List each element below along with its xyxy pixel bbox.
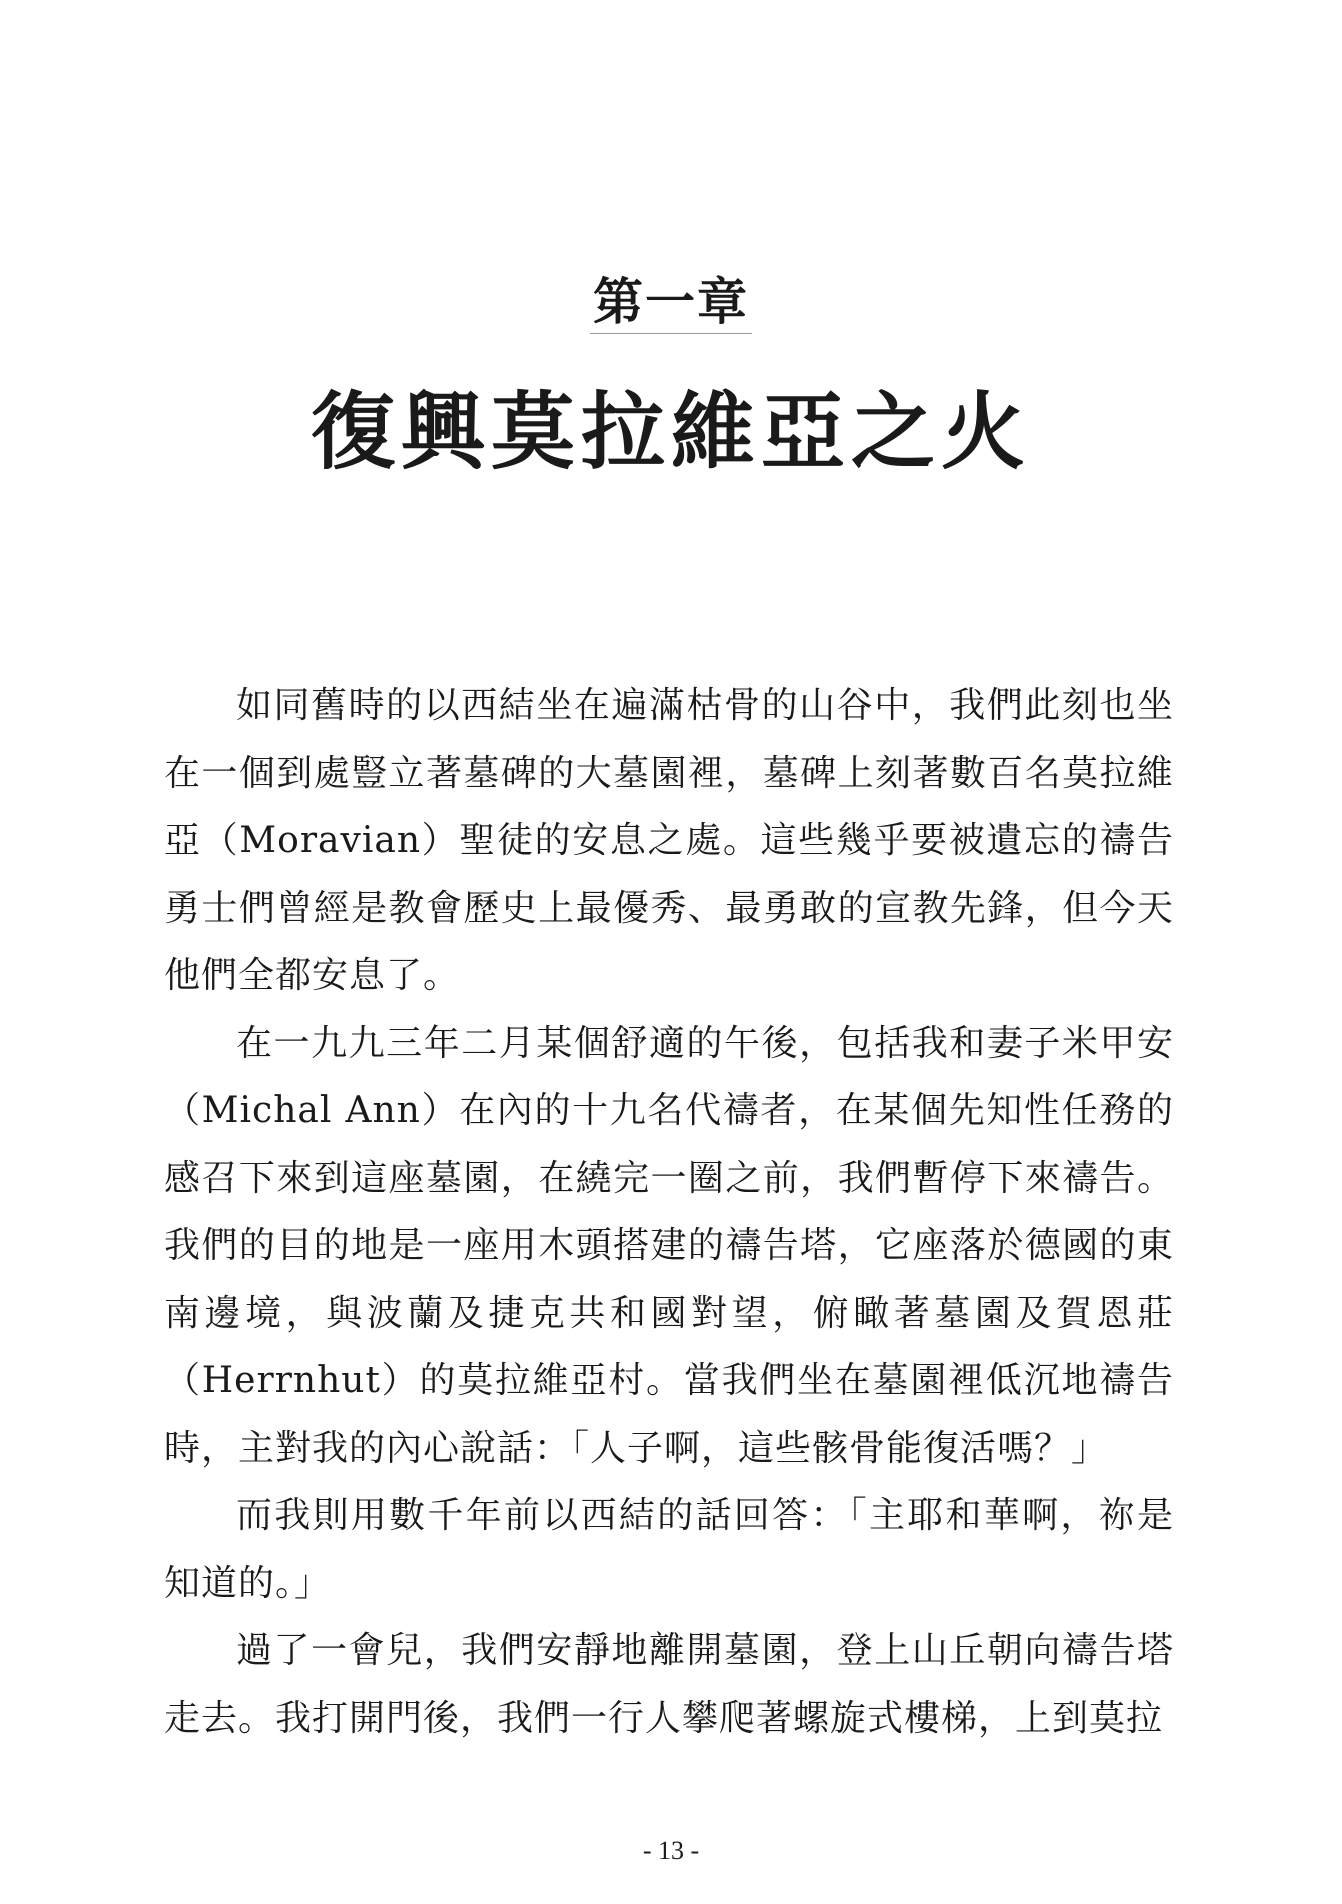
- paragraph: 如同舊時的以西結坐在遍滿枯骨的山谷中，我們此刻也坐在一個到處豎立著墓碑的大墓園裡，墓碑上刻著數百名莫拉維亞（Moravian）聖徒的安息之處。這些幾乎要被遺忘的禱告勇士們曾經是教會歷史上最優秀、最勇敢的宣教先鋒，但今天他們全都安息了。: [164, 685, 1174, 996]
- chapter-label: 第一章: [593, 273, 749, 331]
- chapter-underline: [590, 333, 752, 334]
- paragraph: 過了一會兒，我們安靜地離開墓園，登上山丘朝向禱告塔走去。我打開門後，我們一行人攀爬著螺旋式樓梯，上到莫拉: [164, 1630, 1174, 1739]
- chapter-title: 復興莫拉維亞之火: [310, 382, 1031, 481]
- body-text: [164, 672, 1174, 1752]
- paragraph: 在一九九三年二月某個舒適的午後，包括我和妻子米甲安（Michal Ann）在內的十九名代禱者，在某個先知性任務的感召下來到這座墓園，在繞完一圈之前，我們暫停下來禱告。我們的目的地是一座用木頭搭建的禱告塔，它座落於德國的東南邊境，與波蘭及捷克共和國對望，俯瞰著墓園及賀恩莊（Herrnhut）的莫拉維亞村。當我們坐在墓園裡低沉地禱告時，主對我的內心說話：「人子啊，這些骸骨能復活嗎？」: [164, 1022, 1174, 1469]
- page-number: - 13 -: [642, 1836, 700, 1865]
- paragraph: 而我則用數千年前以西結的話回答：「主耶和華啊，祢是知道的。」: [164, 1495, 1174, 1604]
